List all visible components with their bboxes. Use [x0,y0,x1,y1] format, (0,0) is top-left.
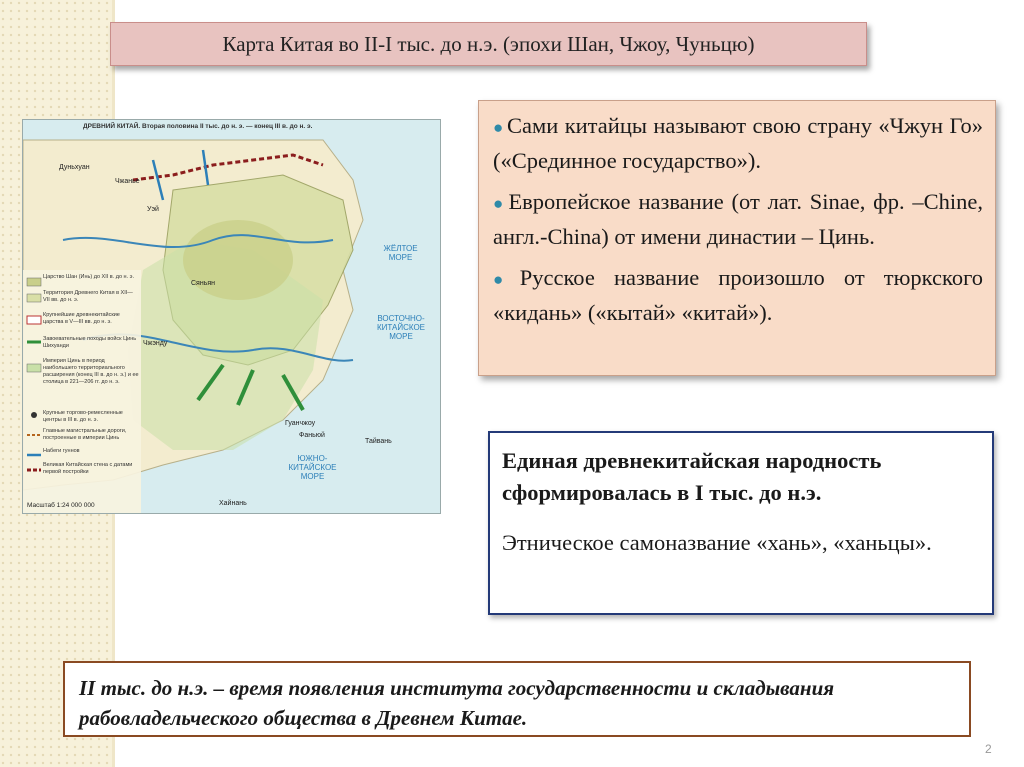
page-number: 2 [985,742,992,756]
place-fanyu: Фаньюй [299,432,325,439]
ethnos-box [488,431,994,615]
legend-item: Завоевательные походы войск Цинь Шихуанди [43,336,137,349]
place-taiwan: Тайвань [365,438,392,445]
place-dunhuang: Дуньхуан [59,164,90,171]
legend-item: Крупнейшие древнекитайские царства в V—III вв. до н. э. [43,312,120,325]
sea-label-south-china: ЮЖНО-КИТАЙСКОЕ МОРЕ [288,454,337,481]
place-wei: Уэй [147,206,159,213]
sea-label-yellow: ЖЁЛТОЕ МОРЕ [383,244,418,262]
info-text-2: Европейское название (от лат. Sinae, фр. –Chine, англ.-China) от имени династии – Цинь. [493,189,983,249]
ethnos-normal-text: Этническое самоназвание «хань», «ханьцы». [502,530,932,555]
legend-item: Территория Древнего Китая в XII—VII вв. до н. э. [43,290,133,303]
bullet-icon: ● [493,118,505,137]
bullet-icon: ● [493,194,506,213]
sea-label-east-china: ВОСТОЧНО-КИТАЙСКОЕ МОРЕ [376,314,426,341]
place-hainan: Хайнань [219,500,247,507]
info-text-1: Сами китайцы называют свою страну «Чжун Го» («Срединное государство»). [493,113,983,173]
bullet-icon: ● [493,270,517,289]
place-zhangye: Чжанье [115,178,140,185]
legend-item: Набеги гуннов [43,448,80,454]
slide-title-box [110,22,867,66]
legend-item: Империя Цинь в период наибольшего территориального расширения (конец III в. до н. э.) и ее столица в 221—206 гг. до н. э. [43,358,139,385]
map-scale: Масштаб 1:24 000 000 [27,502,95,509]
footer-text: II тыс. до н.э. – время появления института государственности и складывания рабовладельческого общества в Древнем Китае. [79,676,835,730]
place-chengdu: Чжэнду [143,340,168,347]
info-text-3: Русское название произошло от тюркского «кидань» («кытай» «китай»). [493,265,983,325]
place-xianyang: Сяньян [191,280,216,287]
slide-title: Карта Китая во II-I тыс. до н.э. (эпохи Шан, Чжоу, Чуньцю) [222,31,755,56]
info-bullet-3 [493,261,983,329]
legend-item: Главные магистральные дороги, построенные в империи Цинь [43,428,127,441]
map-legend [43,274,139,482]
footer-box [63,661,971,737]
legend-item: Царство Шан (Инь) до XII в. до н. э. [43,274,134,280]
ethnos-bold-text: Единая древнекитайская народность сформировалась в I тыс. до н.э. [502,448,882,505]
legend-item: Великая Китайская стена с датами первой постройки [43,462,133,475]
place-guangzhou: Гуанчжоу [285,420,316,427]
info-bullet-1 [493,109,983,177]
map-image [22,119,441,514]
info-bullet-2 [493,185,983,253]
legend-item: Крупные торгово-ремесленные центры в III в. до н. э. [43,410,123,423]
map-header: ДРЕВНИЙ КИТАЙ. Вторая половина II тыс. до н. э. — конец III в. до н. э. [83,123,313,130]
info-box [478,100,996,376]
